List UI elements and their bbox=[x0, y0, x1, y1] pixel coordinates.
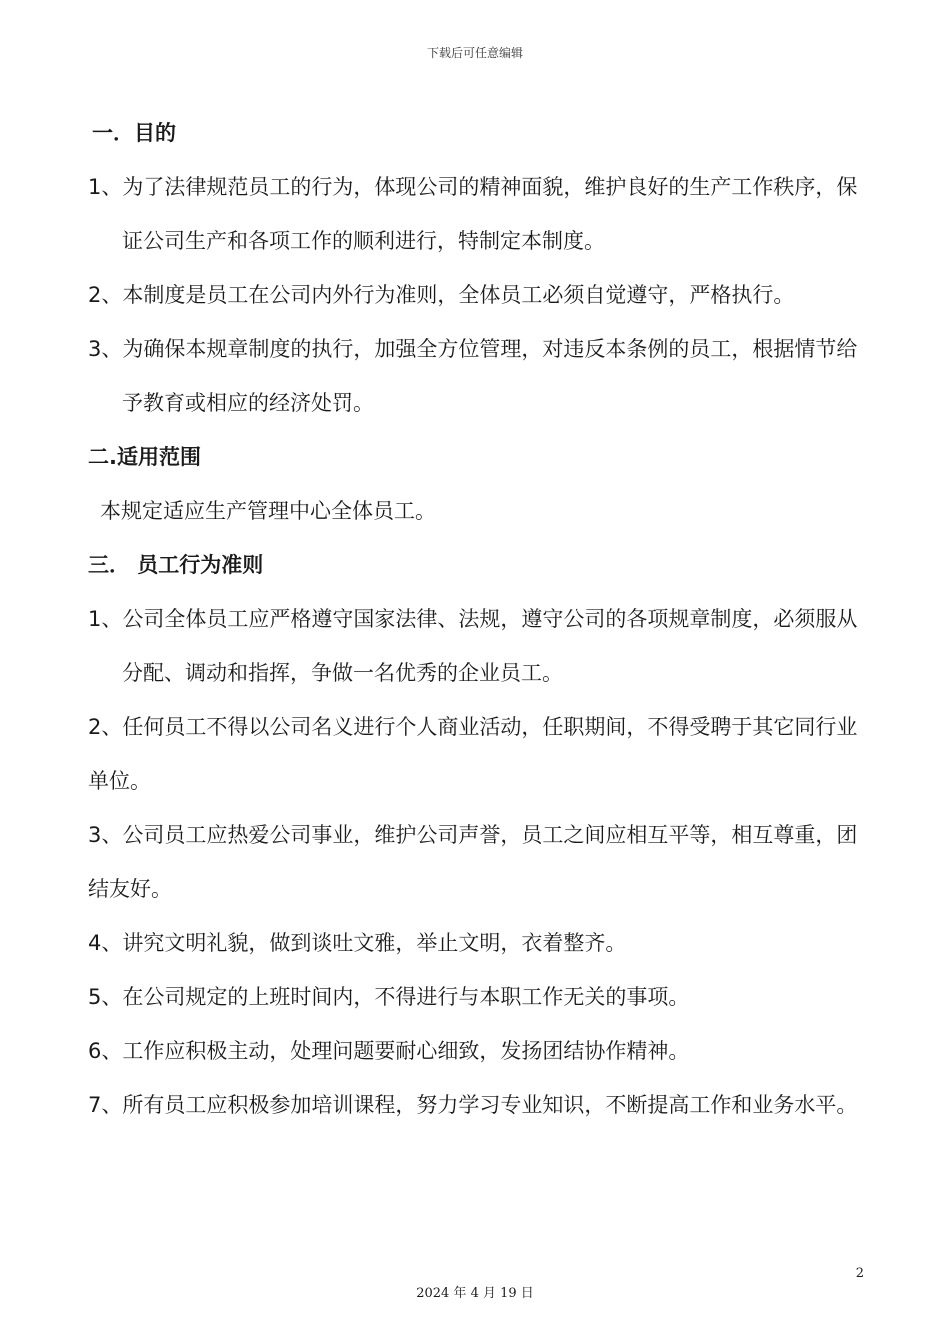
conduct-item-2: 2、任何员工不得以公司名义进行个人商业活动，任职期间，不得受聘于其它同行业单位。 bbox=[88, 715, 858, 793]
conduct-item-3: 3、公司员工应热爱公司事业，维护公司声誉，员工之间应相互平等，相互尊重，团结友好。 bbox=[88, 823, 858, 901]
page-footer-date: 2024 年 4 月 19 日 bbox=[416, 1286, 534, 1301]
conduct-item-6: 6、工作应积极主动，处理问题要耐心细致，发扬团结协作精神。 bbox=[88, 1039, 690, 1063]
section-heading-conduct: 三． 员工行为准则 bbox=[88, 553, 264, 577]
page-header: 下载后可任意编辑 bbox=[426, 46, 523, 60]
conduct-item-1: 1、公司全体员工应严格遵守国家法律、法规，遵守公司的各项规章制度，必须服从分配、调动和指挥，争做一名优秀的企业员工。 bbox=[88, 607, 858, 685]
purpose-item-3: 3、为确保本规章制度的执行，加强全方位管理，对违反本条例的员工，根据情节给予教育或相应的经济处罚。 bbox=[88, 337, 858, 415]
document-body bbox=[88, 106, 866, 1132]
section-heading-scope: 二.适用范围 bbox=[88, 445, 201, 469]
purpose-item-1: 1、为了法律规范员工的行为，体现公司的精神面貌，维护良好的生产工作秩序，保证公司生产和各项工作的顺利进行，特制定本制度。 bbox=[88, 175, 858, 253]
section-heading-purpose: 一．目的 bbox=[92, 121, 176, 145]
conduct-item-7: 7、所有员工应积极参加培训课程，努力学习专业知识，不断提高工作和业务水平。 bbox=[88, 1093, 858, 1117]
page-number: 2 bbox=[855, 1266, 864, 1281]
conduct-item-4: 4、讲究文明礼貌，做到谈吐文雅，举止文明，衣着整齐。 bbox=[88, 931, 627, 955]
scope-text: 本规定适应生产管理中心全体员工。 bbox=[100, 499, 436, 523]
purpose-item-2: 2、本制度是员工在公司内外行为准则，全体员工必须自觉遵守，严格执行。 bbox=[88, 283, 795, 307]
conduct-item-5: 5、在公司规定的上班时间内，不得进行与本职工作无关的事项。 bbox=[88, 985, 690, 1009]
